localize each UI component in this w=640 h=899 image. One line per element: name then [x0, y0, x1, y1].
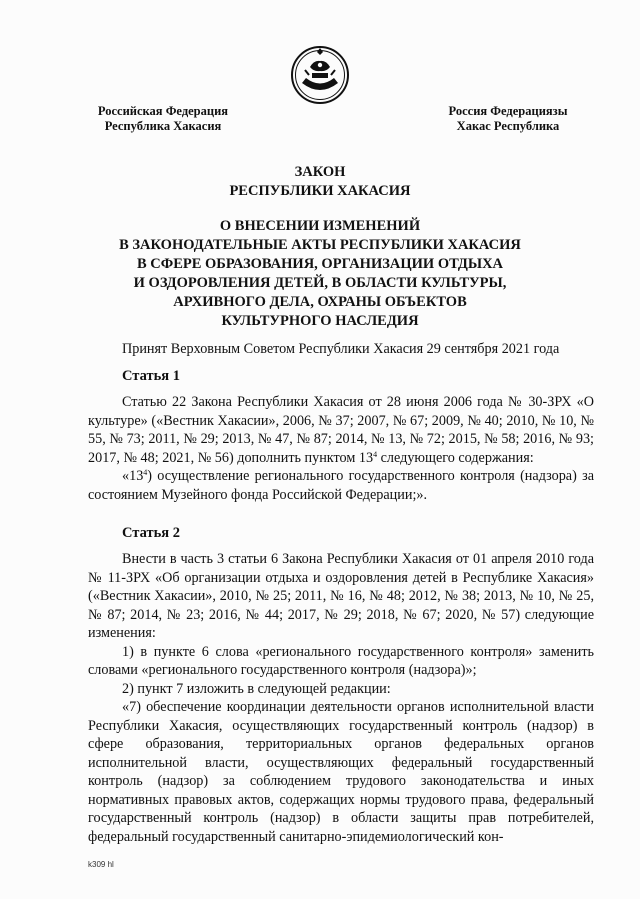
document-code: k309 hl — [88, 860, 114, 869]
law-title-line: В ЗАКОНОДАТЕЛЬНЫЕ АКТЫ РЕСПУБЛИКИ ХАКАСИЯ — [119, 237, 521, 253]
law-title-line: АРХИВНОГО ДЕЛА, ОХРАНЫ ОБЪЕКТОВ — [173, 294, 467, 310]
article-1-heading: Статья 1 — [122, 368, 180, 384]
law-title — [60, 217, 580, 331]
law-title-line: КУЛЬТУРНОГО НАСЛЕДИЯ — [221, 313, 419, 329]
header-country-label: Российская Федерация — [97, 104, 229, 118]
article-1-body — [88, 393, 594, 504]
header-russian-federation — [88, 104, 238, 134]
article-2-body — [88, 550, 594, 846]
header-republic-label: Республика Хакасия — [104, 119, 222, 133]
law-title-line: О ВНЕСЕНИИ ИЗМЕНЕНИЙ — [219, 218, 421, 234]
document-type-line: ЗАКОН — [294, 164, 346, 180]
header-republic-khakas-label: Хакас Республика — [456, 119, 560, 133]
document-type-line: РЕСПУБЛИКИ ХАКАСИЯ — [229, 183, 411, 199]
coat-of-arms-emblem — [290, 45, 350, 105]
header-country-khakas-label: Россия Федерациязы — [448, 104, 568, 118]
law-title-line: В СФЕРЕ ОБРАЗОВАНИЯ, ОРГАНИЗАЦИИ ОТДЫХА — [136, 256, 504, 272]
header-khakas-language — [438, 104, 578, 134]
adoption-statement: Принят Верховным Советом Республики Хакасия 29 сентября 2021 года — [122, 341, 560, 357]
article-2-paragraph: Внести в часть 3 статьи 6 Закона Республики Хакасия от 01 апреля 2010 года № 11-ЗРХ «Об организации отдыха и оздоровления детей в Республике Хакасия» («Вестник Хакасии», 2010, № 25; 2011, № 16, № 48; 2012, № 38; 2013, № 10, № 25, № 87; 2014, № 23; 2016, № 44; 2017, № 29; 2018, № 67; 2020, № 57) следующие изменения: — [88, 551, 594, 641]
article-2-paragraph: «7) обеспечение координации деятельности органов исполнительной власти Республики Хакасия, осуществляющих государственный контроль (надзор) в сфере образования, территориальных органов федеральных органов исполнительной власти, осуществляющих федеральный государственный контроль (надзор) за соблюдением трудового законодательства и иных нормативных правовых актов, содержащих нормы трудового права, федеральный государственный контроль (надзор) в области защиты прав потребителей, федеральный государственный санитарно-эпидемиологический кон- — [88, 699, 594, 845]
article-1-paragraph: «$13^4$) осуществление регионального государственного контроля (надзора) за состоянием Музейного фонда Российской Федерации;». — [88, 468, 594, 503]
document-type — [60, 163, 580, 201]
article-2-paragraph: 1) в пункте 6 слова «регионального государственного контроля» заменить словами «регионального государственного контроля (надзора)»; — [88, 643, 594, 678]
article-2-paragraph: 2) пункт 7 изложить в следующей редакции: — [122, 680, 391, 697]
law-title-line: И ОЗДОРОВЛЕНИЯ ДЕТЕЙ, В ОБЛАСТИ КУЛЬТУРЫ, — [133, 275, 507, 291]
article-1-paragraph: Статью 22 Закона Республики Хакасия от 28 июня 2006 года № 30-ЗРХ «О культуре» («Вестник Хакасии», 2006, № 37; 2007, № 67; 2009, № 40; 2010, № 10, № 55, № 73; 2011, № 29; 2013, № 47, № 87; 2014, № 13, № 72; 2015, № 58; 2016, № 93; 2017, № 48; 2021, № 56) дополнить пунктом $13^4$ следующего содержания: — [88, 394, 594, 466]
article-2-heading: Статья 2 — [122, 525, 180, 541]
